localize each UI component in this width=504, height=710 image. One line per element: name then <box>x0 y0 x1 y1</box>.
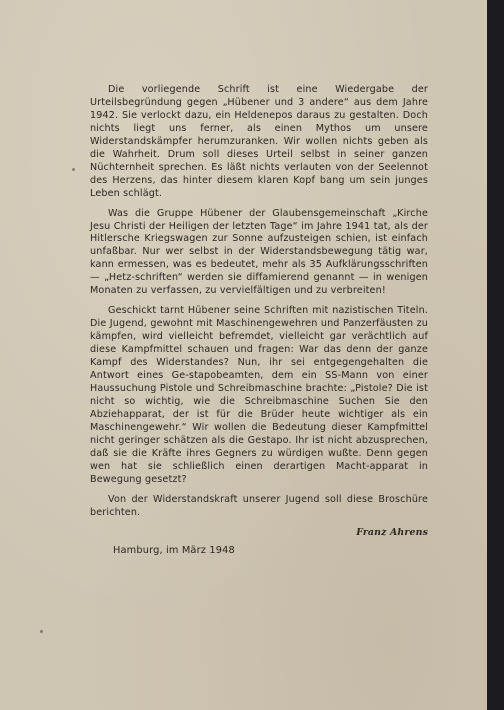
paragraph-4: Von der Widerstandskraft unserer Jugend soll diese Broschüre berichten. <box>90 493 428 518</box>
place-date: Hamburg, im März 1948 <box>113 545 235 557</box>
scan-border <box>487 0 504 710</box>
paragraph-2: Was die Gruppe Hübener der Glaubensgemeinschaft „Kirche Jesu Christi der Heiligen der letzten Tage“ im Jahre 1941 tat, als der Hitlersche Kriegswagen zur Sonne aufzusteigen schien, ist einfach unfaßbar. Nur wer selbst in der Widerstandsbewegung tätig war, kann ermessen, was es bedeutet, mehr als 35 Aufklärungsschriften — „Hetz-schriften“ werden sie diffamierend genannt — in wenigen Monaten zu verfassen, zu vervielfältigen und zu verbreiten! <box>90 207 428 297</box>
author-signature: Franz Ahrens <box>356 526 428 538</box>
paragraph-1: Die vorliegende Schrift ist eine Wiedergabe der Urteilsbegründung gegen „Hübener und 3 andere“ aus dem Jahre 1942. Sie verlockt dazu, ein Heldenepos daraus zu gestalten. Doch nichts liegt uns ferner, als einen Mythos um unsere Widerstandskämpfer herumzuranken. Wir wollen nichts geben als die Wahrheit. Drum soll dieses Urteil selbst in seiner ganzen Nüchternheit sprechen. Es läßt nichts verlauten von der Seelennot des Herzens, das hinter diesem klaren Kopf bang um sein junges Leben schlägt. <box>90 84 428 199</box>
paragraph-3: Geschickt tarnt Hübener seine Schriften mit nazistischen Titeln. Die Jugend, gewohnt mit Maschinengewehren und Panzerfäusten zu kämpfen, wird vielleicht befremdet, vielleicht gar verächtlich auf diese Kampfmittel schauen und fragen: War das denn der ganze Kampf des Widerstandes? Nun, ihr sei entgegengehalten die Antwort eines Ge-stapobeamten, dem ein SS-Mann von einer Haussuchung Pistole und Schreibmaschine brachte: „Pistole? Die ist nicht so wichtig, wie die Schreibmaschine Suchen Sie den Abziehapparat, der ist für die Brüder heute wichtiger als ein Maschinengewehr.“ Wir wollen die Bedeutung dieser Kampfmittel nicht geringer schätzen als die Gestapo. Ihr ist nicht abzusprechen, daß sie die Kräfte ihres Gegners zu würdigen wußte. Denn gegen wen hat sie schließlich einen derartigen Macht-apparat in Bewegung gesetzt? <box>90 305 428 485</box>
paper-speck <box>40 630 43 633</box>
paper-speck <box>72 168 75 171</box>
document-body <box>90 84 428 558</box>
